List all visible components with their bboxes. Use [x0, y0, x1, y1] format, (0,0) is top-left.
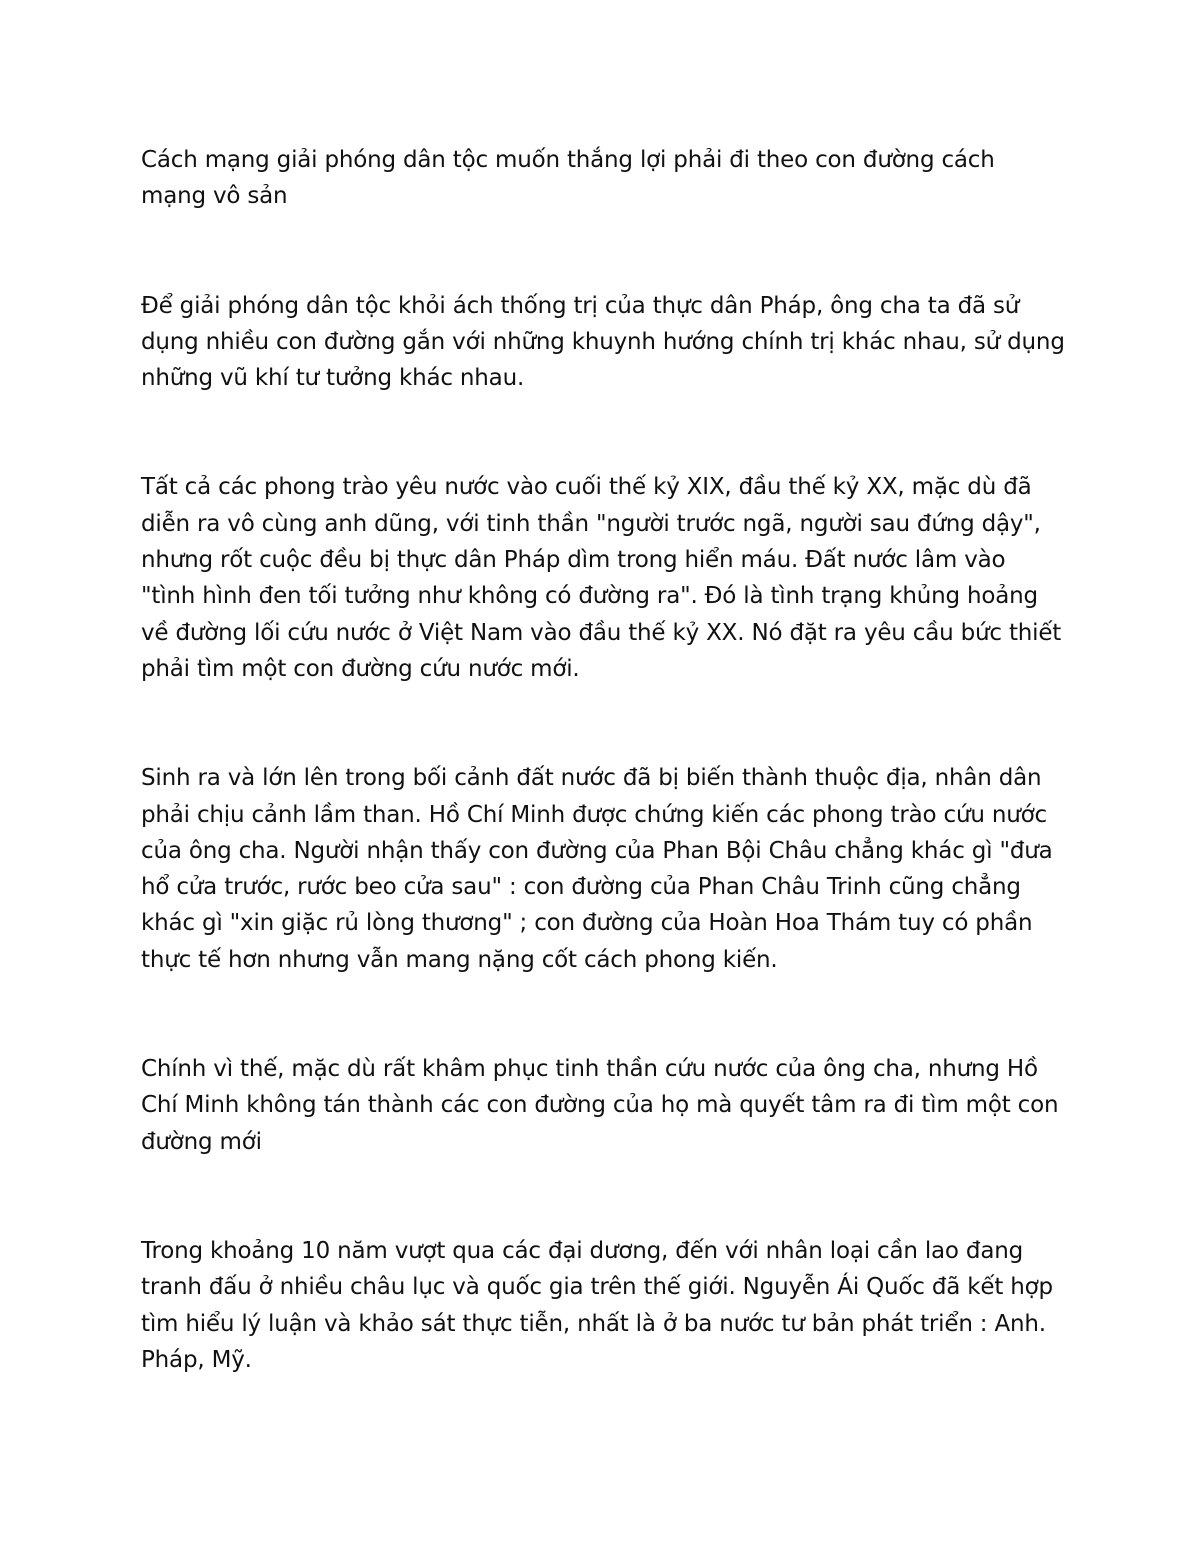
paragraph-1: Cách mạng giải phóng dân tộc muốn thắng lợi phải đi theo con đường cách mạng vô sản [141, 147, 995, 210]
paragraph-6: Trong khoảng 10 năm vượt qua các đại dương, đến với nhân loại cần lao đang tranh đấu ở nhiều châu lục và quốc gia trên thế giới. Nguyễn Ái Quốc đã kết hợp tìm hiểu lý luận và khảo sát thực tiễn, nhất là ở ba nước tư bản phát triển : Anh. Pháp, Mỹ. [141, 1237, 1053, 1373]
paragraph-3: Tất cả các phong trào yêu nước vào cuối thế kỷ XIX, đầu thế kỷ XX, mặc dù đã diễn ra vô cùng anh dũng, với tinh thần "người trước ngã, người sau đứng dậy", nhưng rốt cuộc đều bị thực dân Pháp dìm trong hiển máu. Đất nước lâm vào "tình hình đen tối tưởng như không có đường ra". Đó là tình trạng khủng hoảng về đường lối cứu nước ở Việt Nam vào đầu thế kỷ XX. Nó đặt ra yêu cầu bức thiết phải tìm một con đường cứu nước mới. [141, 474, 1062, 682]
paragraph-2: Để giải phóng dân tộc khỏi ách thống trị của thực dân Pháp, ông cha ta đã sử dụng nhiều con đường gắn với những khuynh hướng chính trị khác nhau, sử dụng những vũ khí tư tưởng khác nhau. [141, 292, 1065, 392]
paragraph-4: Sinh ra và lớn lên trong bối cảnh đất nước đã bị biến thành thuộc địa, nhân dân phải chịu cảnh lầm than. Hồ Chí Minh được chứng kiến các phong trào cứu nước của ông cha. Người nhận thấy con đường của Phan Bội Châu chẳng khác gì "đưa hổ cửa trước, rước beo cửa sau" : con đường của Phan Châu Trinh cũng chẳng khác gì "xin giặc rủ lòng thương" ; con đường của Hoàn Hoa Thám tuy có phần thực tế hơn nhưng vẫn mang nặng cốt cách phong kiến. [141, 765, 1053, 973]
paragraph-5: Chính vì thế, mặc dù rất khâm phục tinh thần cứu nước của ông cha, nhưng Hồ Chí Minh không tán thành các con đường của họ mà quyết tâm ra đi tìm một con đường mới [141, 1056, 1059, 1155]
document-body [141, 142, 1066, 1378]
